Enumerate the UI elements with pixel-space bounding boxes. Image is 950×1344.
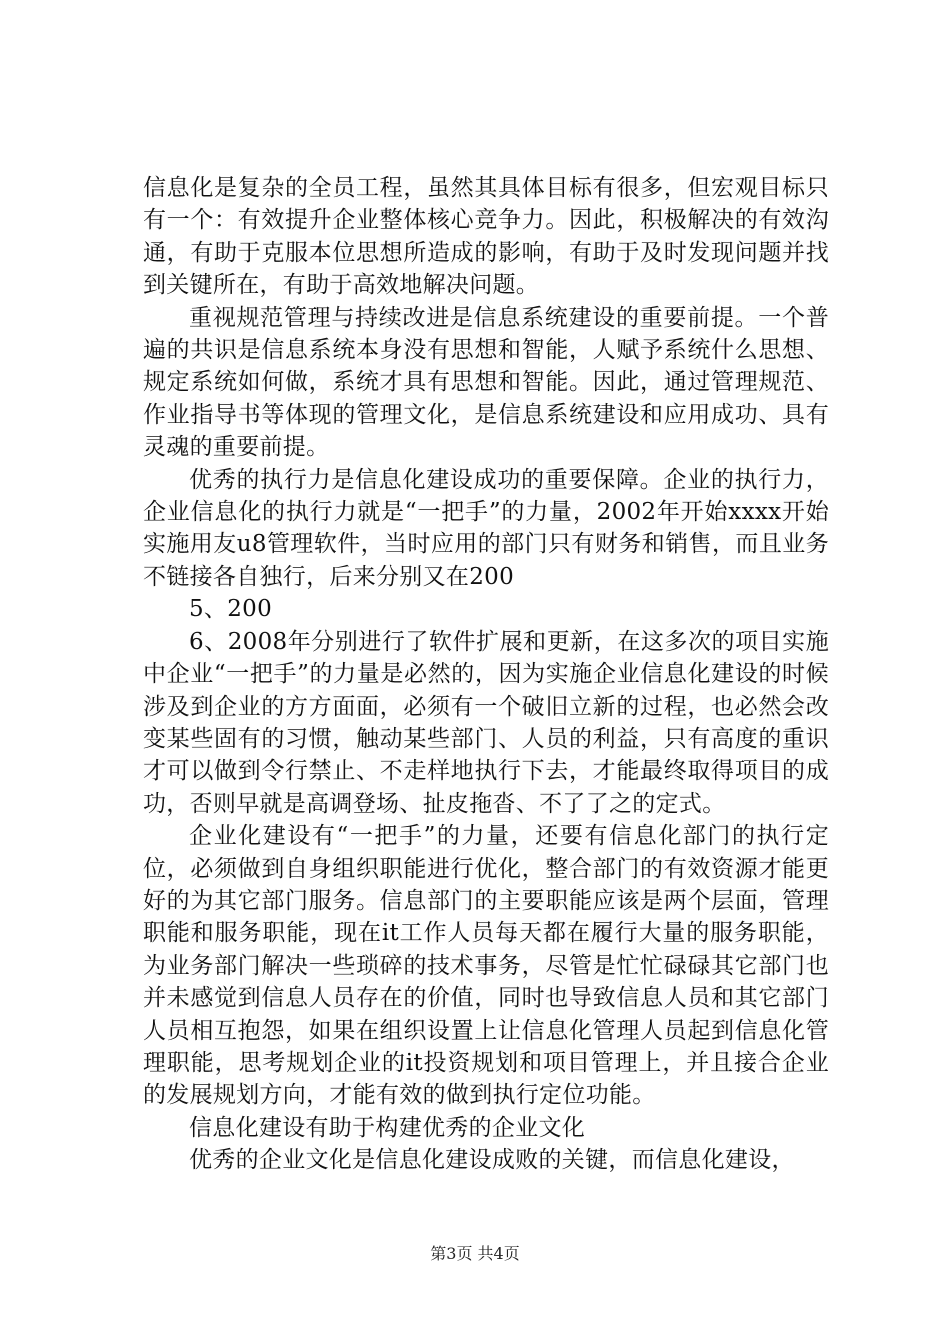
paragraph-6: 企业化建设有“一把手”的力量，还要有信息化部门的执行定位，必须做到自身组织职能进行优化，整合部门的有效资源才能更好的为其它部门服务。信息部门的主要职能应该是两个层面，管理职能和服务职能，现在it工作人员每天都在履行大量的服务职能，为业务部门解决一些琐碎的技术事务，尽管是忙忙碌碌其它部门也并未感觉到信息人员存在的价值，同时也导致信息人员和其它部门人员相互抱怨，如果在组织设置上让信息化管理人员起到信息化管理职能，思考规划企业的it投资规划和项目管理上，并且接合企业的发展规划方向，才能有效的做到执行定位功能。 [143,823,829,1109]
paragraph-1: 信息化是复杂的全员工程，虽然其具体目标有很多，但宏观目标只有一个：有效提升企业整体核心竞争力。因此，积极解决的有效沟通，有助于克服本位思想所造成的影响，有助于及时发现问题并找到关键所在，有助于高效地解决问题。 [143,175,829,299]
page-number: 第3页 共4页 [430,1244,520,1263]
document-body [143,172,829,1177]
paragraph-3: 优秀的执行力是信息化建设成功的重要保障。企业的执行力，企业信息化的执行力就是“一把手”的力量，2002年开始xxxx开始实施用友u8管理软件，当时应用的部门只有财务和销售，而且业务不链接各自独行，后来分别又在200 [143,466,829,590]
paragraph-5: 6、2008年分别进行了软件扩展和更新，在这多次的项目实施中企业“一把手”的力量是必然的，因为实施企业信息化建设的时候涉及到企业的方方面面，必须有一个破旧立新的过程，也必然会改变某些固有的习惯，触动某些部门、人员的利益，只有高度的重识才可以做到令行禁止、不走样地执行下去，才能最终取得项目的成功，否则早就是高调登场、扯皮拖沓、不了了之的定式。 [143,628,829,817]
paragraph-7: 信息化建设有助于构建优秀的企业文化 [189,1114,586,1141]
paragraph-4: 5、200 [189,596,273,623]
paragraph-2: 重视规范管理与持续改进是信息系统建设的重要前提。一个普遍的共识是信息系统本身没有思想和智能，人赋予系统什么思想、规定系统如何做，系统才具有思想和智能。因此，通过管理规范、作业指导书等体现的管理文化，是信息系统建设和应用成功、具有灵魂的重要前提。 [143,304,829,461]
paragraph-8: 优秀的企业文化是信息化建设成败的关键，而信息化建设， [189,1147,795,1174]
page-footer [0,1244,950,1264]
